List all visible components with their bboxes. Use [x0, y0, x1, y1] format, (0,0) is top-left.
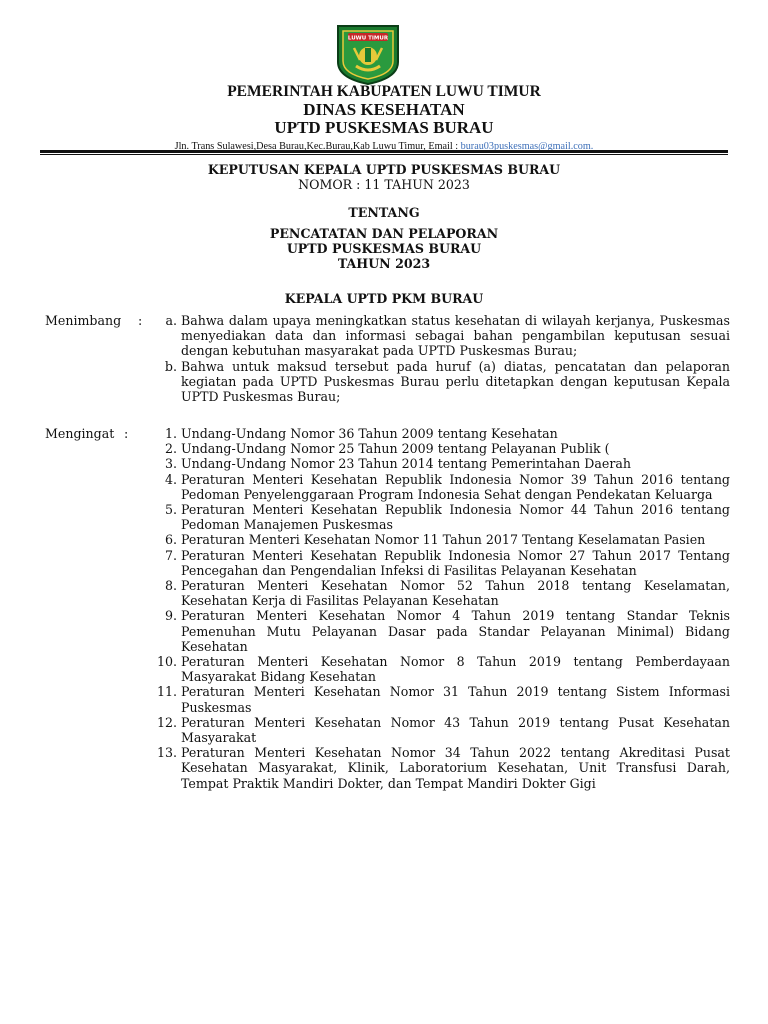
list-text: Peraturan Menteri Kesehatan Nomor 8 Tahun 2019 tentang Pemberdayaan Masyarakat Bidang Kesehatan	[181, 654, 730, 685]
menimbang-colon: :	[138, 313, 143, 328]
letterhead	[0, 83, 768, 153]
list-item	[45, 502, 730, 532]
issuer-heading: KEPALA UPTD PKM BURAU	[284, 291, 484, 306]
logo-text: LUWU TIMUR	[347, 35, 389, 42]
list-item	[45, 684, 730, 714]
list-item	[45, 441, 730, 456]
list-text: Peraturan Menteri Kesehatan Nomor 31 Tahun 2019 tentang Sistem Informasi Puskesmas	[181, 684, 730, 715]
list-item	[45, 745, 730, 791]
list-text: Peraturan Menteri Kesehatan Nomor 34 Tahun 2022 tentang Akreditasi Pusat Kesehatan Masyarakat, Klinik, Laboratorium Kesehatan, Unit Transfusi Darah, Tempat Praktik Mandiri Dokter, dan Tempat Mandiri Dokter Gigi	[181, 745, 730, 791]
decree-number: NOMOR : 11 TAHUN 2023	[298, 177, 470, 192]
mengingat-section	[45, 426, 730, 791]
list-text: Undang-Undang Nomor 25 Tahun 2009 tentang Pelayanan Publik (	[181, 441, 610, 457]
address-text: Jln. Trans Sulawesi,Desa Burau,Kec.Burau,Kab Luwu Timur, Email :	[174, 141, 461, 152]
letterhead-government: PEMERINTAH KABUPATEN LUWU TIMUR	[227, 83, 541, 100]
subject-line-2: UPTD PUSKESMAS BURAU	[286, 241, 482, 256]
letterhead-unit: UPTD PUSKESMAS BURAU	[274, 118, 494, 137]
mengingat-label: Mengingat	[45, 426, 115, 441]
list-text: Undang-Undang Nomor 23 Tahun 2014 tentang Pemerintahan Daerah	[181, 456, 631, 472]
list-item	[45, 359, 730, 405]
email-link[interactable]: burau03puskesmas@gmail.com.	[460, 141, 594, 152]
letterhead-department: DINAS KESEHATAN	[303, 100, 465, 119]
about-heading: TENTANG	[348, 205, 420, 220]
menimbang-section	[45, 313, 730, 404]
list-marker: 3.	[164, 456, 177, 472]
list-marker: 1.	[164, 426, 177, 441]
list-item	[45, 654, 730, 684]
list-text: Peraturan Menteri Kesehatan Republik Indonesia Nomor 39 Tahun 2016 tentang Pedoman Penyelenggaraan Program Indonesia Sehat dengan Pendekatan Keluarga	[181, 471, 730, 502]
list-text: Peraturan Menteri Kesehatan Republik Indonesia Nomor 44 Tahun 2016 tentang Pedoman Manajemen Puskesmas	[181, 502, 730, 533]
subject-line-3: TAHUN 2023	[337, 256, 431, 271]
list-text: Peraturan Menteri Kesehatan Nomor 4 Tahun 2019 tentang Standar Teknis Pemenuhan Mutu Pelayanan Dasar pada Standar Pelayanan Minimal) Bidang Kesehatan	[181, 608, 730, 654]
list-item	[45, 313, 730, 359]
list-marker: 6.	[164, 532, 177, 548]
list-marker: 10.	[156, 654, 177, 670]
menimbang-label: Menimbang	[45, 313, 122, 328]
regency-logo	[334, 22, 402, 86]
list-marker: 7.	[164, 547, 177, 563]
list-marker: a.	[165, 313, 177, 328]
list-marker: 2.	[164, 441, 177, 457]
list-item	[45, 578, 730, 608]
mengingat-colon: :	[124, 426, 129, 441]
list-marker: 13.	[156, 745, 177, 761]
letterhead-rule-thin	[40, 154, 728, 155]
list-text: Peraturan Menteri Kesehatan Republik Indonesia Nomor 27 Tahun 2017 Tentang Pencegahan dan Pengendalian Infeksi di Fasilitas Pelayanan Kesehatan	[181, 547, 730, 578]
list-marker: 8.	[164, 578, 177, 594]
list-text: Peraturan Menteri Kesehatan Nomor 11 Tahun 2017 Tentang Keselamatan Pasien	[181, 532, 706, 548]
list-item	[45, 472, 730, 502]
list-text: Bahwa untuk maksud tersebut pada huruf (a) diatas, pencatatan dan pelaporan kegiatan pada UPTD Puskesmas Burau perlu ditetapkan dengan keputusan Kepala UPTD Puskesmas Burau;	[181, 358, 730, 405]
decree-title: KEPUTUSAN KEPALA UPTD PUSKESMAS BURAU	[207, 162, 561, 177]
list-marker: 11.	[156, 684, 177, 700]
letterhead-rule-thick	[40, 150, 728, 153]
list-item	[45, 548, 730, 578]
list-item	[45, 532, 730, 547]
list-marker: b.	[164, 358, 177, 374]
list-marker: 5.	[164, 502, 177, 518]
list-text: Peraturan Menteri Kesehatan Nomor 43 Tahun 2019 tentang Pusat Kesehatan Masyarakat	[181, 714, 730, 746]
list-item	[45, 426, 730, 441]
list-marker: 4.	[164, 471, 177, 487]
list-item	[45, 715, 730, 745]
list-text: Undang-Undang Nomor 36 Tahun 2009 tentang Kesehatan	[181, 426, 558, 441]
list-item	[45, 608, 730, 654]
list-marker: 9.	[164, 608, 177, 624]
list-item	[45, 456, 730, 471]
subject-line-1: PENCATATAN DAN PELAPORAN	[269, 226, 499, 241]
list-text: Bahwa dalam upaya meningkatkan status kesehatan di wilayah kerjanya, Puskesmas menyediakan data dan informasi sebagai bahan pengambilan keputusan sesuai dengan kebutuhan masyarakat pada UPTD Puskesmas Burau;	[181, 313, 730, 359]
list-text: Peraturan Menteri Kesehatan Nomor 52 Tahun 2018 tentang Keselamatan, Kesehatan Kerja di Fasilitas Pelayanan Kesehatan	[181, 578, 730, 609]
list-marker: 12.	[156, 714, 177, 730]
